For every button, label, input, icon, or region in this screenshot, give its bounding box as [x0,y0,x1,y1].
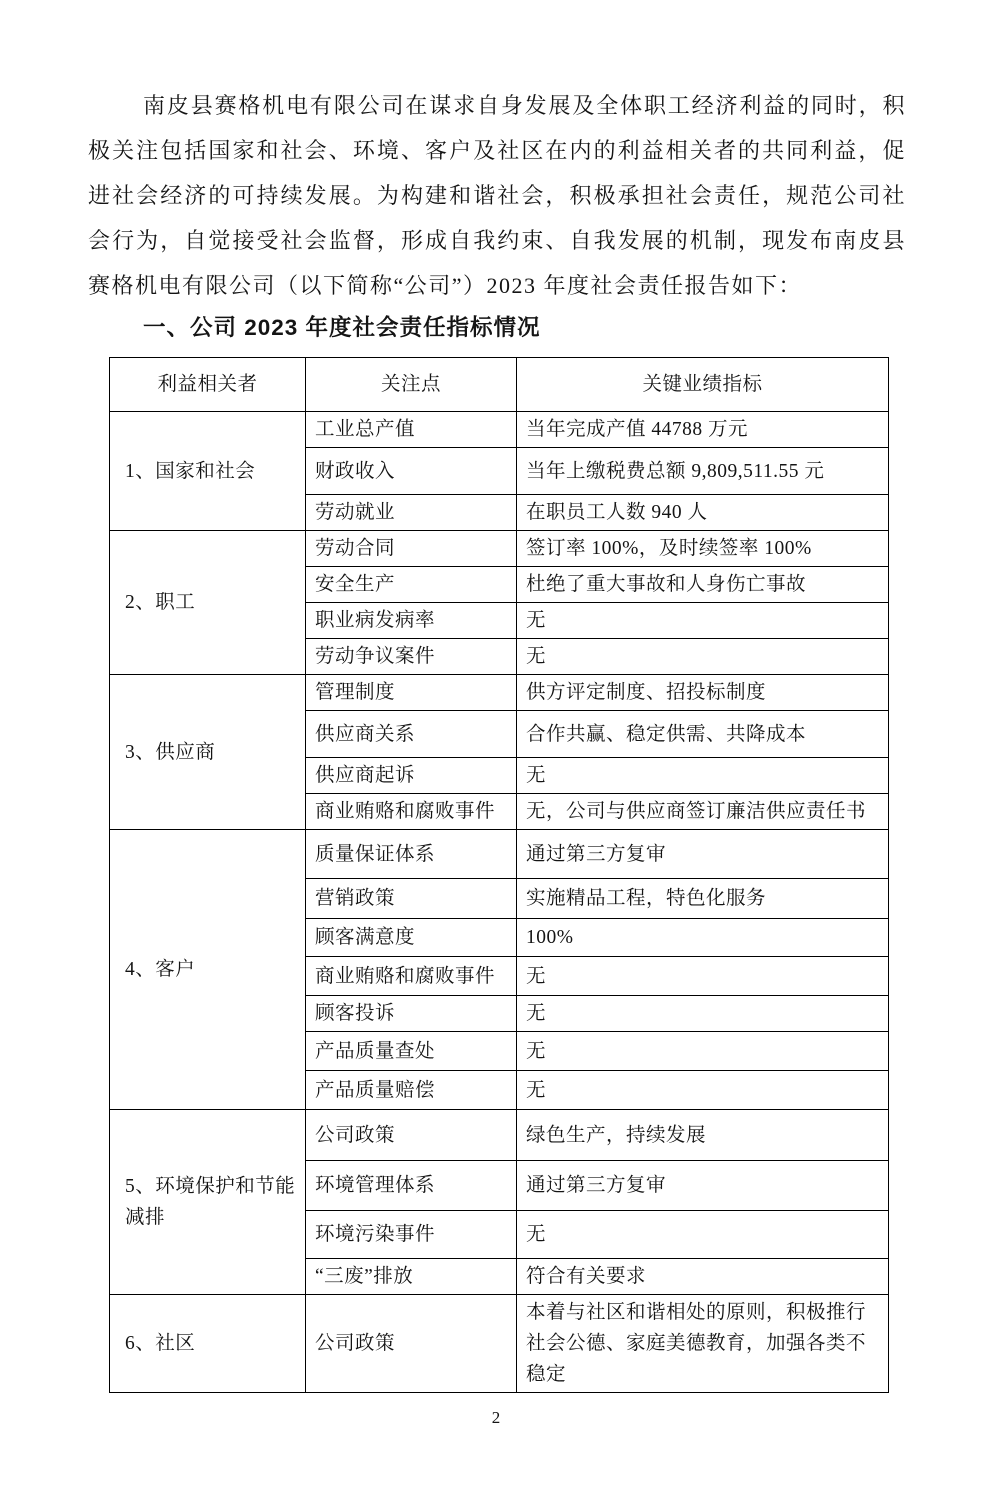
kpi-cell: 杜绝了重大事故和人身伤亡事故 [517,567,889,603]
focus-cell: 公司政策 [306,1110,517,1161]
stakeholder-cell: 5、环境保护和节能减排 [110,1110,306,1295]
kpi-cell: 无 [517,957,889,996]
focus-cell: 供应商关系 [306,711,517,758]
stakeholder-cell: 2、职工 [110,531,306,675]
focus-cell: 产品质量赔偿 [306,1071,517,1110]
kpi-cell: 无 [517,1032,889,1071]
kpi-cell: 实施精品工程，特色化服务 [517,879,889,919]
table-row [110,830,889,879]
focus-cell: 劳动争议案件 [306,639,517,675]
kpi-cell: 当年上缴税费总额 9,809,511.55 元 [517,448,889,495]
focus-cell: 商业贿赂和腐败事件 [306,957,517,996]
focus-cell: 环境污染事件 [306,1211,517,1259]
kpi-cell: 无 [517,1211,889,1259]
table-row [110,1295,889,1393]
kpi-cell: 当年完成产值 44788 万元 [517,412,889,448]
kpi-cell: 绿色生产，持续发展 [517,1110,889,1161]
focus-cell: “三废”排放 [306,1259,517,1295]
kpi-cell: 供方评定制度、招投标制度 [517,675,889,711]
page-number: 2 [491,1408,501,1427]
focus-cell: 供应商起诉 [306,758,517,794]
kpi-cell: 本着与社区和谐相处的原则，积极推行社会公德、家庭美德教育，加强各类不稳定 [517,1295,889,1393]
focus-cell: 财政收入 [306,448,517,495]
focus-cell: 顾客投诉 [306,996,517,1032]
kpi-cell: 签订率 100%，及时续签率 100% [517,531,889,567]
kpi-cell: 合作共赢、稳定供需、共降成本 [517,711,889,758]
kpi-cell: 无，公司与供应商签订廉洁供应责任书 [517,794,889,830]
stakeholder-cell: 6、社区 [110,1295,306,1393]
table-header-row [110,358,889,412]
section-heading: 一、公司 2023 年度社会责任指标情况 [143,315,541,340]
focus-cell: 职业病发病率 [306,603,517,639]
focus-cell: 工业总产值 [306,412,517,448]
kpi-cell: 在职员工人数 940 人 [517,495,889,531]
focus-cell: 质量保证体系 [306,830,517,879]
csr-indicator-table [109,357,889,1393]
kpi-cell: 符合有关要求 [517,1259,889,1295]
table-row [110,412,889,448]
kpi-cell: 无 [517,639,889,675]
focus-cell: 产品质量查处 [306,1032,517,1071]
stakeholder-cell: 3、供应商 [110,675,306,830]
kpi-cell: 100% [517,919,889,957]
csr-table-body [110,412,889,1393]
focus-cell: 劳动合同 [306,531,517,567]
kpi-cell: 无 [517,996,889,1032]
focus-cell: 管理制度 [306,675,517,711]
stakeholder-cell: 1、国家和社会 [110,412,306,531]
focus-cell: 劳动就业 [306,495,517,531]
focus-cell: 顾客满意度 [306,919,517,957]
header-kpi: 关键业绩指标 [517,358,889,412]
header-stakeholder: 利益相关者 [110,358,306,412]
focus-cell: 营销政策 [306,879,517,919]
kpi-cell: 无 [517,758,889,794]
kpi-cell: 通过第三方复审 [517,830,889,879]
intro-paragraph: 南皮县赛格机电有限公司在谋求自身发展及全体职工经济利益的同时，积极关注包括国家和社会、环境、客户及社区在内的利益相关者的共同利益，促进社会经济的可持续发展。为构建和谐社会，积极承担社会责任，规范公司社会行为，自觉接受社会监督，形成自我约束、自我发展的机制，现发布南皮县赛格机电有限公司（以下简称“公司”）2023 年度社会责任报告如下： [88,93,906,298]
table-row [110,531,889,567]
kpi-cell: 无 [517,603,889,639]
table-row [110,1110,889,1161]
focus-cell: 安全生产 [306,567,517,603]
focus-cell: 公司政策 [306,1295,517,1393]
header-focus: 关注点 [306,358,517,412]
stakeholder-cell: 4、客户 [110,830,306,1110]
document-page [0,83,992,1486]
table-row [110,675,889,711]
kpi-cell: 通过第三方复审 [517,1161,889,1211]
focus-cell: 商业贿赂和腐败事件 [306,794,517,830]
focus-cell: 环境管理体系 [306,1161,517,1211]
kpi-cell: 无 [517,1071,889,1110]
